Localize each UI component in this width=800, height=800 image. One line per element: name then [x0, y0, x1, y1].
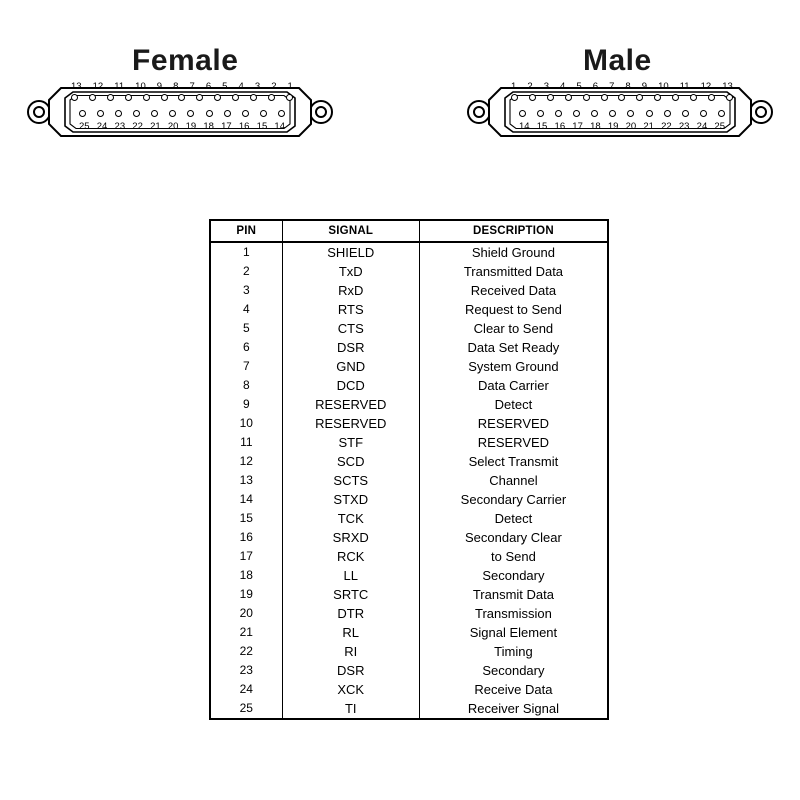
column-header-description: DESCRIPTION — [419, 220, 608, 242]
contact-pin-icon — [609, 110, 616, 117]
pin-number: 23 — [678, 121, 690, 132]
cell-description: Transmission — [419, 604, 608, 623]
male-bottom-contacts — [519, 110, 725, 117]
pin-number: 12 — [92, 81, 104, 92]
cell-signal: SCD — [282, 452, 419, 471]
cell-signal: GND — [282, 357, 419, 376]
cell-description: Detect — [419, 395, 608, 414]
contact-pin-icon — [573, 110, 580, 117]
table-row — [210, 528, 608, 547]
female-title: Female — [132, 44, 239, 77]
table-row — [210, 547, 608, 566]
cell-pin: 22 — [210, 642, 282, 661]
cell-signal: RxD — [282, 281, 419, 300]
cell-pin: 10 — [210, 414, 282, 433]
table-row — [210, 262, 608, 281]
table-row — [210, 661, 608, 680]
pin-number: 15 — [256, 121, 268, 132]
cell-pin: 2 — [210, 262, 282, 281]
contact-hole-icon — [107, 94, 114, 101]
pin-number: 19 — [185, 121, 197, 132]
table-row — [210, 395, 608, 414]
contact-pin-icon — [565, 94, 572, 101]
cell-pin: 24 — [210, 680, 282, 699]
pin-number: 1 — [287, 81, 293, 92]
pin-number: 9 — [156, 81, 163, 92]
cell-pin: 23 — [210, 661, 282, 680]
contact-hole-icon — [71, 94, 78, 101]
male-top-contacts — [511, 94, 733, 101]
pin-number: 17 — [221, 121, 232, 132]
table-row — [210, 699, 608, 719]
cell-description: Timing — [419, 642, 608, 661]
table-row — [210, 433, 608, 452]
contact-hole-icon — [79, 110, 86, 117]
contact-hole-icon — [224, 110, 231, 117]
cell-pin: 9 — [210, 395, 282, 414]
table-row — [210, 300, 608, 319]
cell-signal: SHIELD — [282, 242, 419, 262]
pin-number: 25 — [79, 121, 90, 132]
pin-number: 22 — [132, 121, 143, 132]
cell-signal: DCD — [282, 376, 419, 395]
cell-description: Secondary Carrier — [419, 490, 608, 509]
pin-number: 16 — [238, 121, 250, 132]
contact-pin-icon — [708, 94, 715, 101]
cell-pin: 13 — [210, 471, 282, 490]
contact-pin-icon — [583, 94, 590, 101]
pin-number: 21 — [150, 121, 161, 132]
cell-signal: SRTC — [282, 585, 419, 604]
male-bottom-pin-numbers — [519, 122, 725, 132]
contact-hole-icon — [214, 94, 221, 101]
table-header-row — [210, 220, 608, 242]
cell-signal: LL — [282, 566, 419, 585]
cell-signal: DTR — [282, 604, 419, 623]
table-row — [210, 376, 608, 395]
contact-hole-icon — [143, 94, 150, 101]
female-connector-diagram — [25, 80, 335, 142]
pin-number: 20 — [625, 121, 637, 132]
pin-number: 21 — [643, 121, 654, 132]
cell-description: Select Transmit — [419, 452, 608, 471]
cell-pin: 19 — [210, 585, 282, 604]
pin-number: 14 — [519, 121, 530, 132]
cell-description: RESERVED — [419, 433, 608, 452]
cell-signal: DSR — [282, 338, 419, 357]
pin-number: 22 — [661, 121, 672, 132]
pin-number: 24 — [96, 121, 108, 132]
contact-hole-icon — [187, 110, 194, 117]
contact-pin-icon — [664, 110, 671, 117]
table-row — [210, 490, 608, 509]
cell-signal: CTS — [282, 319, 419, 338]
contact-hole-icon — [178, 94, 185, 101]
female-top-pin-numbers — [71, 82, 293, 92]
cell-pin: 20 — [210, 604, 282, 623]
table-row — [210, 338, 608, 357]
cell-description: Receive Data — [419, 680, 608, 699]
cell-signal: RI — [282, 642, 419, 661]
pin-number: 11 — [679, 81, 690, 92]
pin-number: 15 — [536, 121, 548, 132]
cell-signal: TCK — [282, 509, 419, 528]
cell-description: to Send — [419, 547, 608, 566]
table-row — [210, 509, 608, 528]
contact-pin-icon — [627, 110, 634, 117]
cell-pin: 1 — [210, 242, 282, 262]
pin-number: 1 — [511, 81, 517, 92]
contact-pin-icon — [718, 110, 725, 117]
cell-description: Signal Element — [419, 623, 608, 642]
contact-hole-icon — [89, 94, 96, 101]
cell-signal: RCK — [282, 547, 419, 566]
contact-hole-icon — [242, 110, 249, 117]
table-row — [210, 680, 608, 699]
contact-hole-icon — [151, 110, 158, 117]
pin-number: 10 — [135, 81, 146, 92]
cell-pin: 7 — [210, 357, 282, 376]
contact-hole-icon — [133, 110, 140, 117]
contact-hole-icon — [286, 94, 293, 101]
cell-description: Data Carrier — [419, 376, 608, 395]
contact-pin-icon — [511, 94, 518, 101]
cell-signal: STF — [282, 433, 419, 452]
pin-number: 25 — [714, 121, 725, 132]
cell-description: Data Set Ready — [419, 338, 608, 357]
pinout-table-body — [210, 242, 608, 719]
contact-hole-icon — [278, 110, 285, 117]
contact-pin-icon — [591, 110, 598, 117]
cell-pin: 14 — [210, 490, 282, 509]
contact-hole-icon — [115, 110, 122, 117]
pin-number: 4 — [560, 81, 566, 92]
contact-pin-icon — [555, 110, 562, 117]
pin-number: 7 — [609, 81, 615, 92]
contact-hole-icon — [97, 110, 104, 117]
pin-number: 18 — [203, 121, 214, 132]
cell-description: Detect — [419, 509, 608, 528]
pin-number: 7 — [189, 81, 195, 92]
contact-pin-icon — [726, 94, 733, 101]
contact-pin-icon — [618, 94, 625, 101]
cell-signal: RL — [282, 623, 419, 642]
cell-pin: 11 — [210, 433, 282, 452]
pin-number: 17 — [572, 121, 583, 132]
cell-signal: XCK — [282, 680, 419, 699]
pin-number: 20 — [167, 121, 179, 132]
cell-pin: 5 — [210, 319, 282, 338]
table-row — [210, 471, 608, 490]
female-bottom-contacts — [79, 110, 285, 117]
cell-description: Receiver Signal — [419, 699, 608, 719]
contact-hole-icon — [161, 94, 168, 101]
cell-signal: TI — [282, 699, 419, 719]
cell-signal: RTS — [282, 300, 419, 319]
pin-number: 4 — [238, 81, 244, 92]
column-header-pin: PIN — [210, 220, 282, 242]
cell-description: Request to Send — [419, 300, 608, 319]
pin-number: 8 — [625, 81, 631, 92]
male-title: Male — [583, 44, 652, 77]
table-row — [210, 585, 608, 604]
cell-pin: 4 — [210, 300, 282, 319]
contact-pin-icon — [682, 110, 689, 117]
pin-number: 23 — [114, 121, 126, 132]
contact-pin-icon — [519, 110, 526, 117]
female-bottom-pin-numbers — [79, 122, 285, 132]
table-row — [210, 604, 608, 623]
table-row — [210, 242, 608, 262]
cell-description: Clear to Send — [419, 319, 608, 338]
contact-pin-icon — [601, 94, 608, 101]
cell-description: Secondary — [419, 566, 608, 585]
table-row — [210, 281, 608, 300]
cell-signal: DSR — [282, 661, 419, 680]
contact-hole-icon — [250, 94, 257, 101]
pin-number: 12 — [700, 81, 712, 92]
table-row — [210, 357, 608, 376]
contact-pin-icon — [646, 110, 653, 117]
pin-number: 24 — [696, 121, 708, 132]
male-top-pin-numbers — [511, 82, 733, 92]
contact-pin-icon — [547, 94, 554, 101]
pin-number: 5 — [222, 81, 228, 92]
cell-description: RESERVED — [419, 414, 608, 433]
cell-pin: 18 — [210, 566, 282, 585]
contact-pin-icon — [636, 94, 643, 101]
pin-number: 19 — [607, 121, 619, 132]
cell-pin: 3 — [210, 281, 282, 300]
column-header-signal: SIGNAL — [282, 220, 419, 242]
pin-number: 6 — [205, 81, 212, 92]
cell-signal: TxD — [282, 262, 419, 281]
table-row — [210, 623, 608, 642]
contact-pin-icon — [529, 94, 536, 101]
contact-pin-icon — [700, 110, 707, 117]
pin-number: 9 — [641, 81, 648, 92]
cell-signal: RESERVED — [282, 395, 419, 414]
cell-pin: 25 — [210, 699, 282, 719]
cell-pin: 8 — [210, 376, 282, 395]
table-row — [210, 452, 608, 471]
contact-pin-icon — [537, 110, 544, 117]
pin-number: 14 — [274, 121, 285, 132]
cell-pin: 17 — [210, 547, 282, 566]
table-row — [210, 642, 608, 661]
contact-hole-icon — [268, 94, 275, 101]
cell-pin: 6 — [210, 338, 282, 357]
cell-signal: RESERVED — [282, 414, 419, 433]
cell-signal: SRXD — [282, 528, 419, 547]
contact-hole-icon — [169, 110, 176, 117]
cell-description: Channel — [419, 471, 608, 490]
contact-pin-icon — [690, 94, 697, 101]
contact-pin-icon — [672, 94, 679, 101]
cell-description: Received Data — [419, 281, 608, 300]
contact-hole-icon — [206, 110, 213, 117]
table-row — [210, 414, 608, 433]
contact-hole-icon — [125, 94, 132, 101]
table-row — [210, 566, 608, 585]
pin-number: 2 — [271, 81, 277, 92]
cell-description: Transmit Data — [419, 585, 608, 604]
female-top-contacts — [71, 94, 293, 101]
cell-signal: SCTS — [282, 471, 419, 490]
pin-number: 6 — [592, 81, 599, 92]
cell-pin: 12 — [210, 452, 282, 471]
cell-description: System Ground — [419, 357, 608, 376]
pin-number: 3 — [254, 81, 261, 92]
contact-pin-icon — [654, 94, 661, 101]
pin-number: 13 — [71, 81, 82, 92]
pin-number: 16 — [554, 121, 566, 132]
pin-number: 18 — [590, 121, 601, 132]
contact-hole-icon — [260, 110, 267, 117]
table-row — [210, 319, 608, 338]
cell-description: Secondary — [419, 661, 608, 680]
cell-signal: STXD — [282, 490, 419, 509]
pin-number: 3 — [543, 81, 549, 92]
contact-hole-icon — [196, 94, 203, 101]
cell-pin: 15 — [210, 509, 282, 528]
cell-description: Transmitted Data — [419, 262, 608, 281]
pin-number: 2 — [527, 81, 533, 92]
male-connector-diagram — [465, 80, 775, 142]
cell-pin: 21 — [210, 623, 282, 642]
cell-description: Secondary Clear — [419, 528, 608, 547]
pin-number: 8 — [173, 81, 179, 92]
cell-description: Shield Ground — [419, 242, 608, 262]
cell-pin: 16 — [210, 528, 282, 547]
contact-hole-icon — [232, 94, 239, 101]
pin-number: 11 — [114, 81, 125, 92]
pinout-table — [209, 219, 609, 720]
pin-number: 13 — [722, 81, 733, 92]
pin-number: 5 — [576, 81, 582, 92]
pin-number: 10 — [658, 81, 669, 92]
